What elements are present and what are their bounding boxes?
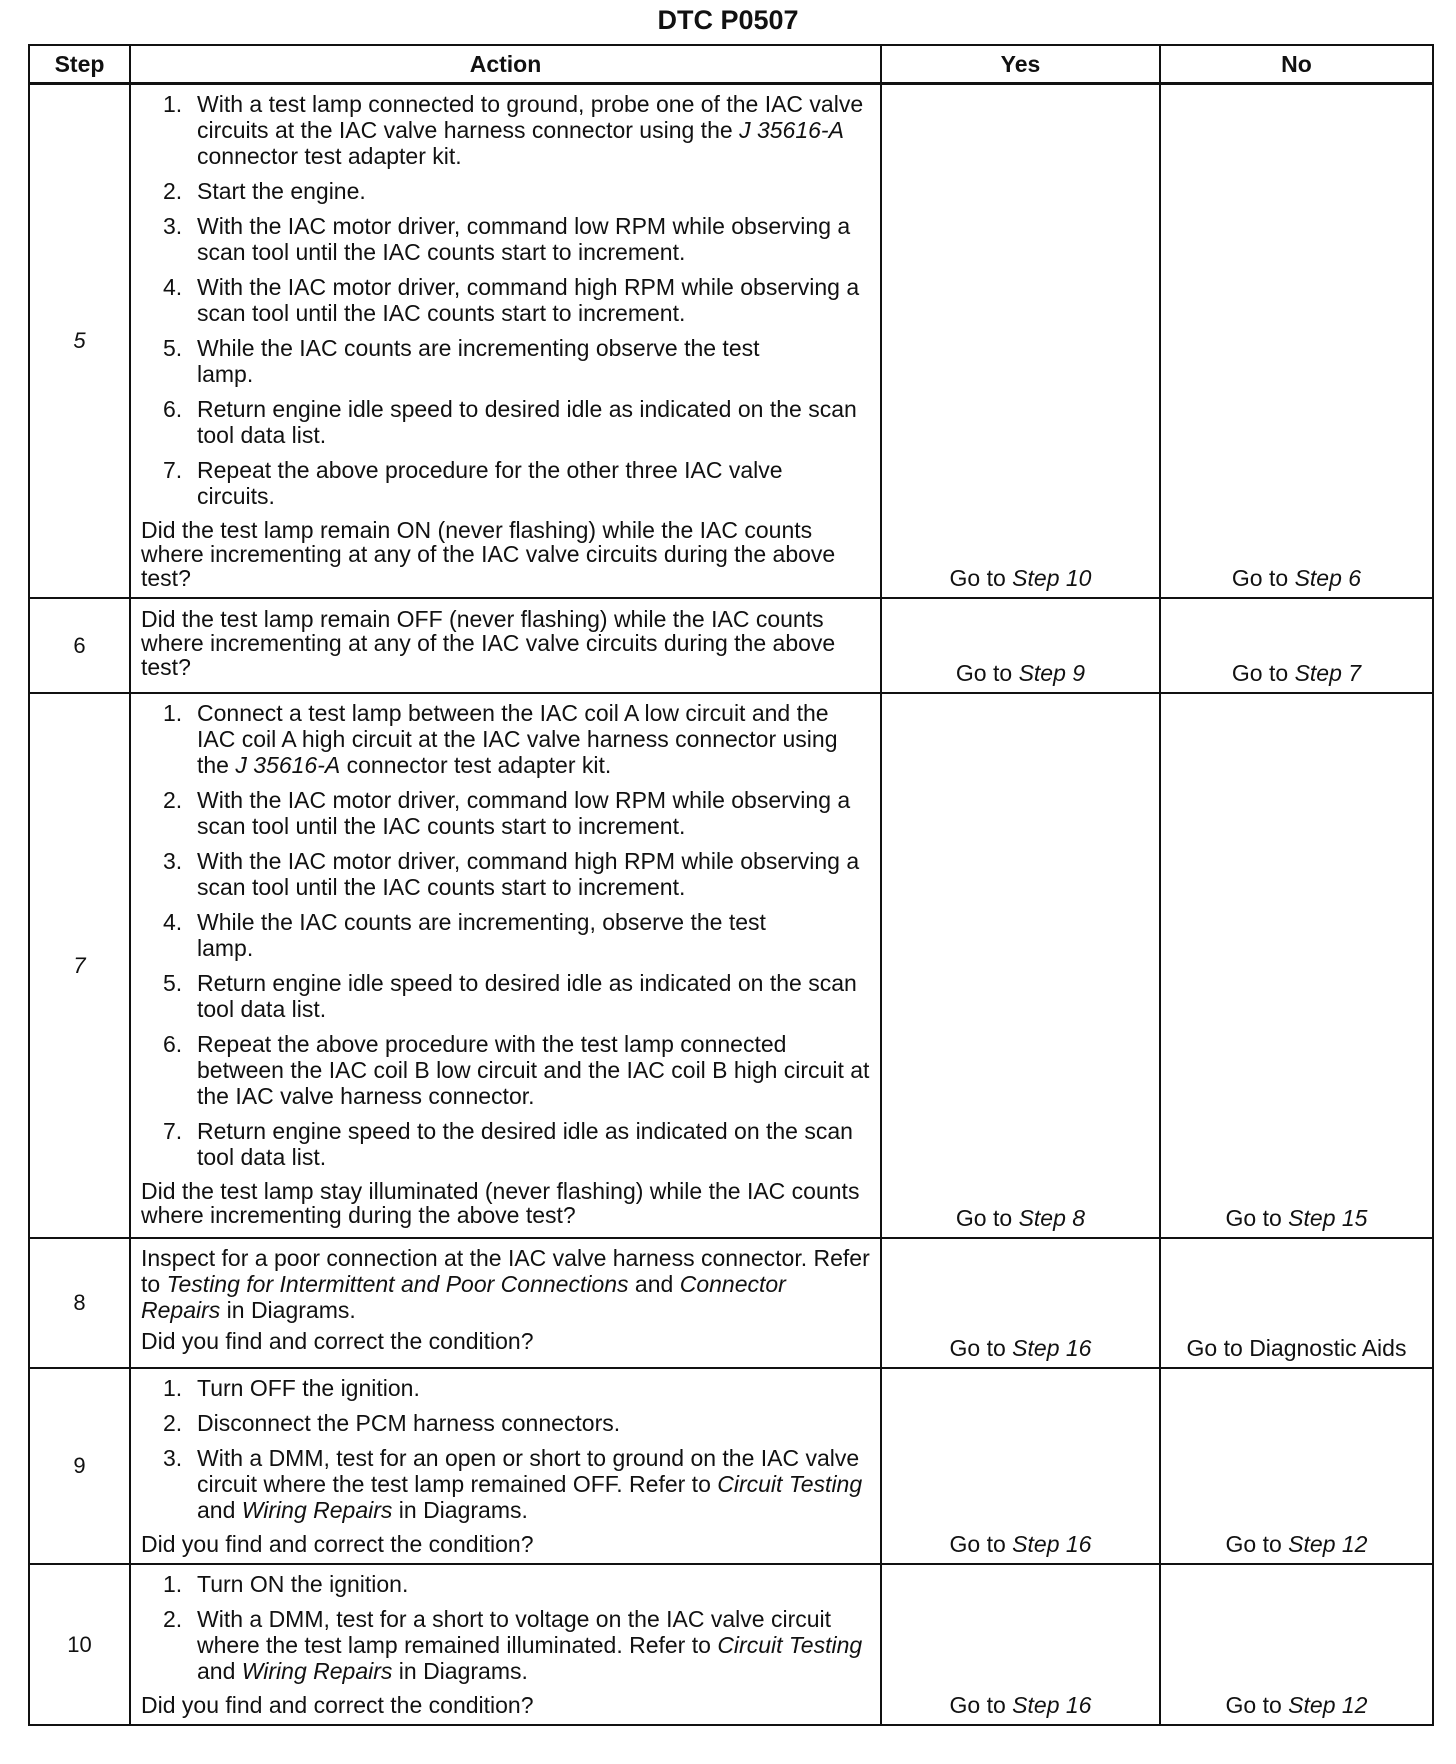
no-cell: Go to Step 7	[1160, 598, 1433, 693]
question: Did you find and correct the condition?	[141, 1692, 534, 1718]
yes-cell: Go to Step 16	[881, 1564, 1160, 1725]
list-item: 5. While the IAC counts are incrementing observe the test lamp.	[163, 335, 760, 387]
inspection-text: Inspect for a poor connection at the IAC valve harness connector. Refer to Testing for Intermittent and Poor Connections and Connector Repairs in Diagrams.	[141, 1245, 870, 1323]
table-row-step-9	[29, 1368, 1433, 1564]
action-cell	[130, 598, 881, 693]
step-number: 7	[29, 693, 130, 1238]
no-cell: Go to Step 6	[1160, 84, 1433, 599]
header-action: Action	[130, 45, 881, 84]
action-cell	[130, 693, 881, 1238]
table-row-step-8	[29, 1238, 1433, 1368]
header-row	[29, 45, 1433, 84]
list-item: 1. With a test lamp connected to ground, probe one of the IAC valve circuits at the IAC valve harness connector using the J 35616-A connector test adapter kit.	[163, 91, 864, 169]
question: Did you find and correct the condition?	[141, 1531, 534, 1557]
question: Did the test lamp remain OFF (never flashing) while the IAC counts where incrementing at any of the IAC valve circuits during the above test?	[141, 606, 836, 680]
list-item: 3. With the IAC motor driver, command low RPM while observing a scan tool until the IAC counts start to increment.	[163, 213, 851, 265]
question: Did you find and correct the condition?	[141, 1328, 534, 1354]
yes-target: Step 10	[1012, 565, 1092, 591]
list-item: 6. Return engine idle speed to desired idle as indicated on the scan tool data list.	[163, 396, 857, 448]
no-cell: Go to Step 12	[1160, 1368, 1433, 1564]
yes-target: Step 16	[1012, 1692, 1092, 1718]
header-yes: Yes	[881, 45, 1160, 84]
list-item: 3. With the IAC motor driver, command high RPM while observing a scan tool until the IAC counts start to increment.	[163, 848, 860, 900]
yes-target: Step 8	[1018, 1205, 1086, 1231]
action-cell	[130, 84, 881, 599]
no-target: Step 12	[1288, 1531, 1368, 1557]
action-cell	[130, 1368, 881, 1564]
list-item: 2. With the IAC motor driver, command low RPM while observing a scan tool until the IAC counts start to increment.	[163, 787, 851, 839]
diagnostic-table	[28, 44, 1434, 1726]
list-item: 1. Connect a test lamp between the IAC coil A low circuit and the IAC coil A high circuit at the IAC valve harness connector using the J 35616-A connector test adapter kit.	[163, 700, 838, 778]
table-row-step-10	[29, 1564, 1433, 1725]
action-cell	[130, 1564, 881, 1725]
list-item: 3. With a DMM, test for an open or short to ground on the IAC valve circuit where the test lamp remained OFF. Refer to Circuit Testing and Wiring Repairs in Diagrams.	[163, 1445, 863, 1523]
no-target: Step 7	[1294, 660, 1362, 686]
list-item: 4. While the IAC counts are incrementing, observe the test lamp.	[163, 909, 766, 961]
list-item: 1. Turn ON the ignition.	[163, 1571, 409, 1597]
no-cell: Go to Step 15	[1160, 693, 1433, 1238]
no-cell: Go to Step 12	[1160, 1564, 1433, 1725]
list-item: 1. Turn OFF the ignition.	[163, 1375, 420, 1401]
list-item: 4. With the IAC motor driver, command high RPM while observing a scan tool until the IAC counts start to increment.	[163, 274, 860, 326]
yes-target: Step 16	[1012, 1531, 1092, 1557]
procedure-list	[141, 1571, 870, 1684]
step-number: 6	[29, 598, 130, 693]
list-item: 5. Return engine idle speed to desired idle as indicated on the scan tool data list.	[163, 970, 857, 1022]
no-target: Step 6	[1294, 565, 1362, 591]
list-item: 2. With a DMM, test for a short to voltage on the IAC valve circuit where the test lamp remained illuminated. Refer to Circuit Testing and Wiring Repairs in Diagrams.	[163, 1606, 863, 1684]
table-row-step-5	[29, 84, 1433, 599]
table-row-step-7	[29, 693, 1433, 1238]
action-cell	[130, 1238, 881, 1368]
procedure-list	[141, 700, 870, 1170]
yes-target: Step 9	[1018, 660, 1086, 686]
list-item: 2. Start the engine.	[163, 178, 366, 204]
yes-cell: Go to Step 9	[881, 598, 1160, 693]
yes-cell: Go to Step 10	[881, 84, 1160, 599]
list-item: 6. Repeat the above procedure with the test lamp connected between the IAC coil B low circuit and the IAC coil B high circuit at the IAC valve harness connector.	[163, 1031, 870, 1109]
yes-target: Step 16	[1012, 1335, 1092, 1361]
yes-cell: Go to Step 16	[881, 1238, 1160, 1368]
step-number: 9	[29, 1368, 130, 1564]
question: Did the test lamp stay illuminated (never flashing) while the IAC counts where incrementing during the above test?	[141, 1178, 860, 1228]
question: Did the test lamp remain ON (never flashing) while the IAC counts where incrementing at any of the IAC valve circuits during the above test?	[141, 517, 836, 591]
list-item: 2. Disconnect the PCM harness connectors.	[163, 1410, 621, 1436]
no-target: Step 12	[1288, 1692, 1368, 1718]
header-step: Step	[29, 45, 130, 84]
step-number: 8	[29, 1238, 130, 1368]
yes-cell: Go to Step 8	[881, 693, 1160, 1238]
list-item: 7. Return engine speed to the desired idle as indicated on the scan tool data list.	[163, 1118, 853, 1170]
yes-cell: Go to Step 16	[881, 1368, 1160, 1564]
header-no: No	[1160, 45, 1433, 84]
no-target: Step 15	[1288, 1205, 1368, 1231]
procedure-list	[141, 91, 870, 509]
step-number: 5	[29, 84, 130, 599]
no-cell: Go to Diagnostic Aids	[1160, 1238, 1433, 1368]
page-title: DTC P0507	[657, 5, 799, 35]
step-number: 10	[29, 1564, 130, 1725]
procedure-list	[141, 1375, 870, 1523]
table-row-step-6	[29, 598, 1433, 693]
list-item: 7. Repeat the above procedure for the other three IAC valve circuits.	[163, 457, 783, 509]
